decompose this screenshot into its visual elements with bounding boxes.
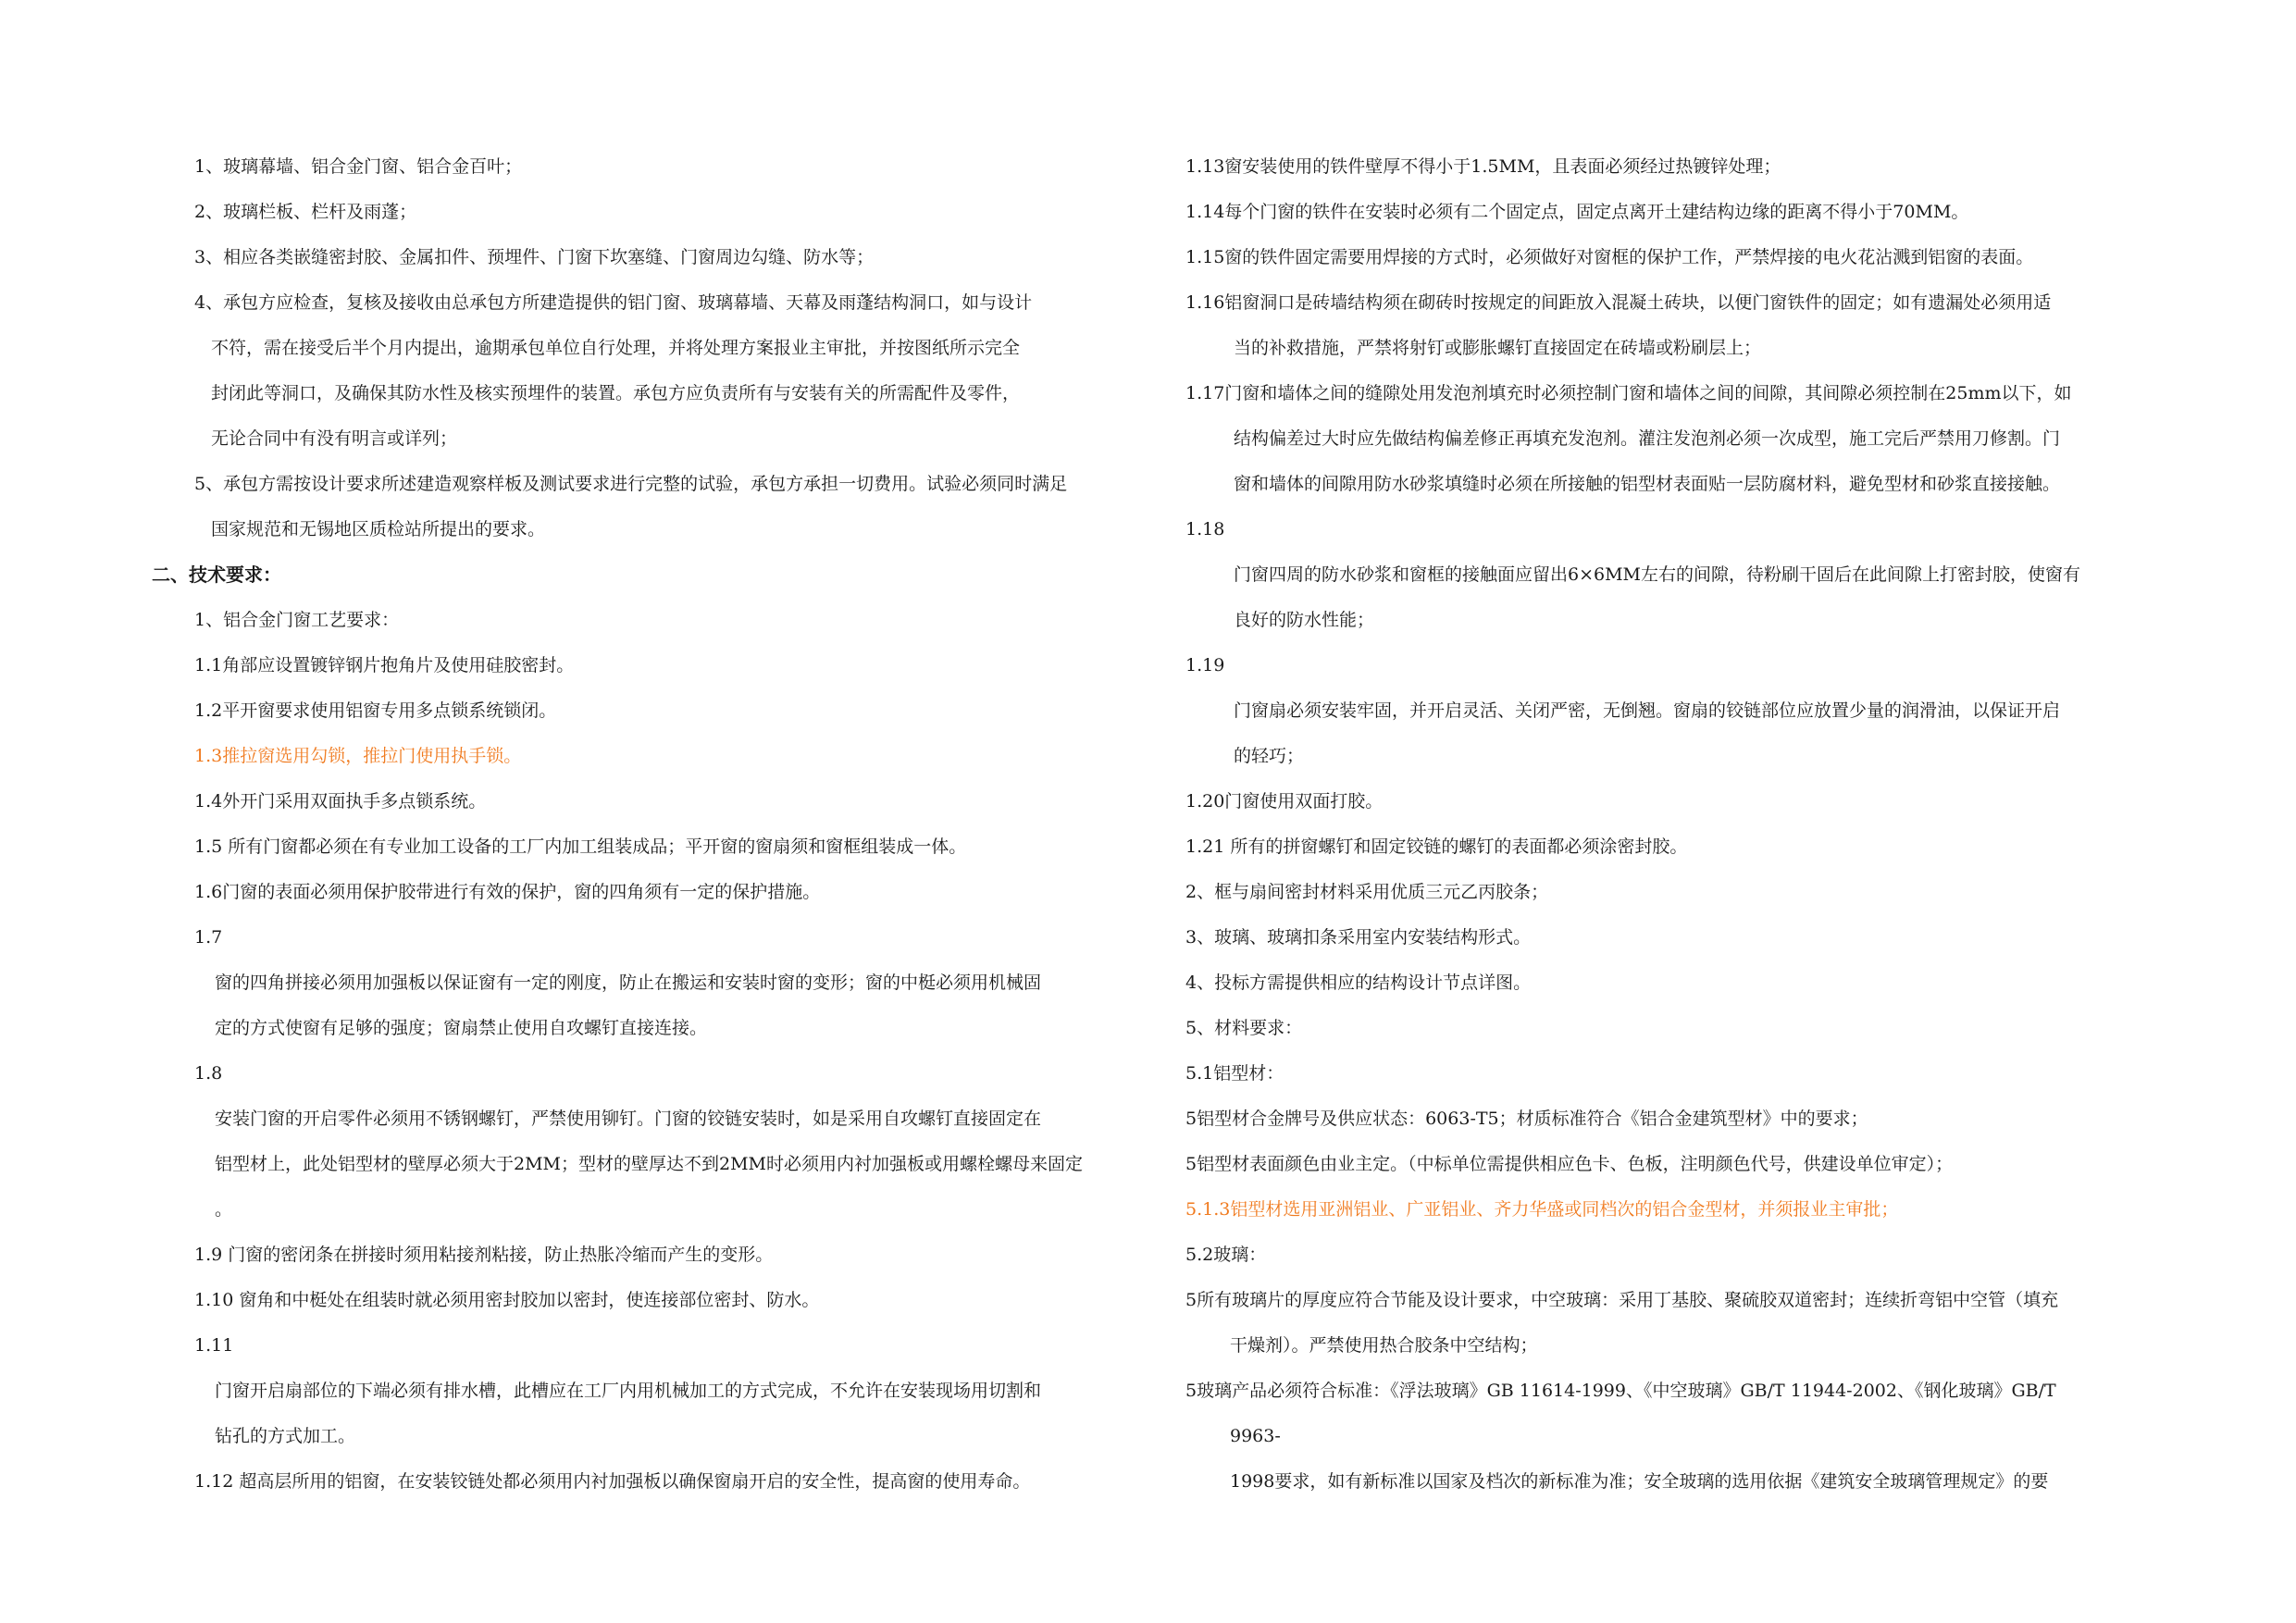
scope-item-4-line-3: 封闭此等洞口，及确保其防水性及核实预埋件的装置。承包方应负责所有与安装有关的所需配件及零件， (211, 383, 1021, 403)
tech-item-5-2-1-line-2: 干燥剂）。严禁使用热合胶条中空结构； (1230, 1335, 1538, 1356)
tech-item-1-7-line-2: 定的方式使窗有足够的强度；窗扇禁止使用自攻螺钉直接连接。 (215, 1018, 708, 1038)
tech-item-1-5: 1.5 所有门窗都必须在有专业加工设备的工厂内加工组装成品；平开窗的窗扇须和窗框组装成一体。 (194, 836, 967, 857)
tech-item-5-1-1: 5铝型材合金牌号及供应状态：6063-T5；材质标准符合《铝合金建筑型材》中的要求； (1185, 1109, 1868, 1129)
tech-item-1-19-line-2: 的轻巧； (1234, 746, 1305, 766)
tech-item-1-8-number: 1.8 (194, 1063, 223, 1084)
tech-item-1-8-line-3: 。 (215, 1199, 233, 1220)
tech-item-1-16-line-2: 当的补救措施，严禁将射钉或膨胀螺钉直接固定在砖墙或粉刷层上； (1234, 338, 1762, 358)
tech-item-1-17-line-2: 结构偏差过大时应先做结构偏差修正再填充发泡剂。灌注发泡剂必须一次成型，施工完后严禁用刀修割。门 (1234, 428, 2061, 449)
right-column (1185, 144, 2213, 1505)
tech-item-1-7-line-1: 窗的四角拼接必须用加强板以保证窗有一定的刚度，防止在搬运和安装时窗的变形；窗的中梃必须用机械固 (215, 973, 1042, 993)
tech-item-1-6: 1.6门窗的表面必须用保护胶带进行有效的保护，窗的四角须有一定的保护措施。 (194, 882, 821, 902)
tech-item-5: 5、材料要求： (1185, 1018, 1303, 1038)
tech-item-1-4: 1.4外开门采用双面执手多点锁系统。 (194, 791, 487, 812)
tech-item-5-2-2-line-2: 9963- (1230, 1426, 1281, 1446)
tech-item-2: 2、框与扇间密封材料采用优质三元乙丙胶条； (1185, 882, 1549, 902)
tech-item-1-11-line-2: 钻孔的方式加工。 (215, 1426, 356, 1446)
scope-item-4-line-4: 无论合同中有没有明言或详列； (211, 428, 458, 449)
tech-item-1-18-line-2: 良好的防水性能； (1234, 610, 1375, 630)
tech-item-1-2: 1.2平开窗要求使用铝窗专用多点锁系统锁闭。 (194, 700, 557, 721)
tech-item-1-11-number: 1.11 (194, 1335, 234, 1356)
scope-item-4-line-1: 4、承包方应检查，复核及接收由总承包方所建造提供的铝门窗、玻璃幕墙、天幕及雨蓬结构洞口，如与设计 (194, 292, 1033, 313)
tech-item-1-14: 1.14每个门窗的铁件在安装时必须有二个固定点，固定点离开土建结构边缘的距离不得小于70MM。 (1185, 202, 1969, 222)
tech-item-1-12: 1.12 超高层所用的铝窗，在安装铰链处都必须用内衬加强板以确保窗扇开启的安全性，提高窗的使用寿命。 (194, 1471, 1031, 1492)
section-heading-technical-requirements: 二、技术要求： (152, 564, 281, 586)
tech-item-1: 1、铝合金门窗工艺要求： (194, 610, 400, 630)
tech-item-5-2-2-line-3: 1998要求，如有新标准以国家及档次的新标准为准；安全玻璃的选用依据《建筑安全玻璃管理规定》的要 (1230, 1471, 2049, 1492)
tech-item-1-9: 1.9 门窗的密闭条在拼接时须用粘接剂粘接，防止热胀冷缩而产生的变形。 (194, 1245, 774, 1265)
tech-item-1-18-number: 1.18 (1185, 519, 1225, 539)
tech-item-5-2: 5.2玻璃： (1185, 1245, 1267, 1265)
tech-item-5-2-1-line-1: 5所有玻璃片的厚度应符合节能及设计要求，中空玻璃：采用丁基胶、聚硫胶双道密封；连续折弯铝中空管（填充 (1185, 1290, 2059, 1310)
tech-item-5-2-2-line-1: 5玻璃产品必须符合标准：《浮法玻璃》GB 11614-1999、《中空玻璃》GB/T 11944-2002、《钢化玻璃》GB/T (1185, 1381, 2056, 1401)
tech-item-1-18-line-1: 门窗四周的防水砂浆和窗框的接触面应留出6×6MM左右的间隙，待粉刷干固后在此间隙上打密封胶，使窗有 (1234, 564, 2081, 585)
scope-item-5-line-1: 5、承包方需按设计要求所述建造观察样板及测试要求进行完整的试验，承包方承担一切费用。试验必须同时满足 (194, 474, 1068, 494)
tech-item-1-17-line-3: 窗和墙体的间隙用防水砂浆填缝时必须在所接触的铝型材表面贴一层防腐材料，避免型材和砂浆直接接触。 (1234, 474, 2061, 494)
tech-item-5-1-3-highlighted: 5.1.3铝型材选用亚洲铝业、广亚铝业、齐力华盛或同档次的铝合金型材，并须报业主审批； (1185, 1199, 1899, 1220)
tech-item-1-3-highlighted: 1.3推拉窗选用勾锁，推拉门使用执手锁。 (194, 746, 522, 766)
tech-item-1-8-line-2: 铝型材上，此处铝型材的壁厚必须大于2MM；型材的壁厚达不到2MM时必须用内衬加强板或用螺栓螺母来固定 (215, 1154, 1083, 1174)
tech-item-1-10: 1.10 窗角和中梃处在组装时就必须用密封胶加以密封，使连接部位密封、防水。 (194, 1290, 820, 1310)
scope-item-5-line-2: 国家规范和无锡地区质检站所提出的要求。 (211, 519, 546, 539)
tech-item-1-1: 1.1角部应设置镀锌钢片抱角片及使用硅胶密封。 (194, 655, 575, 675)
tech-item-1-21: 1.21 所有的拼窗螺钉和固定铰链的螺钉的表面都必须涂密封胶。 (1185, 836, 1688, 857)
left-column (152, 144, 1177, 1505)
tech-item-4: 4、投标方需提供相应的结构设计节点详图。 (1185, 973, 1532, 993)
tech-item-1-7-number: 1.7 (194, 927, 223, 948)
tech-item-5-1-2: 5铝型材表面颜色由业主定。（中标单位需提供相应色卡、色板，注明颜色代号，供建设单位审定）； (1185, 1154, 1954, 1174)
tech-item-1-15: 1.15窗的铁件固定需要用焊接的方式时，必须做好对窗框的保护工作，严禁焊接的电火花沾溅到铝窗的表面。 (1185, 247, 2034, 267)
tech-item-1-8-line-1: 安装门窗的开启零件必须用不锈钢螺钉，严禁使用铆钉。门窗的铰链安装时，如是采用自攻螺钉直接固定在 (215, 1109, 1042, 1129)
tech-item-3: 3、玻璃、玻璃扣条采用室内安装结构形式。 (1185, 927, 1532, 948)
scope-item-2: 2、玻璃栏板、栏杆及雨蓬； (194, 202, 417, 222)
tech-item-1-16-line-1: 1.16铝窗洞口是砖墙结构须在砌砖时按规定的间距放入混凝土砖块，以便门窗铁件的固定；如有遗漏处必须用适 (1185, 292, 2052, 313)
scope-item-4-line-2: 不符，需在接受后半个月内提出，逾期承包单位自行处理，并将处理方案报业主审批，并按图纸所示完全 (211, 338, 1021, 358)
tech-item-1-13: 1.13窗安装使用的铁件壁厚不得小于1.5MM，且表面必须经过热镀锌处理； (1185, 156, 1781, 177)
tech-item-1-11-line-1: 门窗开启扇部位的下端必须有排水槽，此槽应在工厂内用机械加工的方式完成，不允许在安装现场用切割和 (215, 1381, 1042, 1401)
tech-item-1-19-line-1: 门窗扇必须安装牢固，并开启灵活、关闭严密，无倒翘。窗扇的铰链部位应放置少量的润滑油，以保证开启 (1234, 700, 2061, 721)
tech-item-1-17-line-1: 1.17门窗和墙体之间的缝隙处用发泡剂填充时必须控制门窗和墙体之间的间隙，其间隙必须控制在25mm以下，如 (1185, 383, 2072, 403)
tech-item-1-20: 1.20门窗使用双面打胶。 (1185, 791, 1384, 812)
tech-item-1-19-number: 1.19 (1185, 655, 1225, 675)
scope-item-3: 3、相应各类嵌缝密封胶、金属扣件、预埋件、门窗下坎塞缝、门窗周边勾缝、防水等； (194, 247, 875, 267)
scope-item-1: 1、玻璃幕墙、铝合金门窗、铝合金百叶； (194, 156, 523, 177)
tech-item-5-1: 5.1铝型材： (1185, 1063, 1285, 1084)
